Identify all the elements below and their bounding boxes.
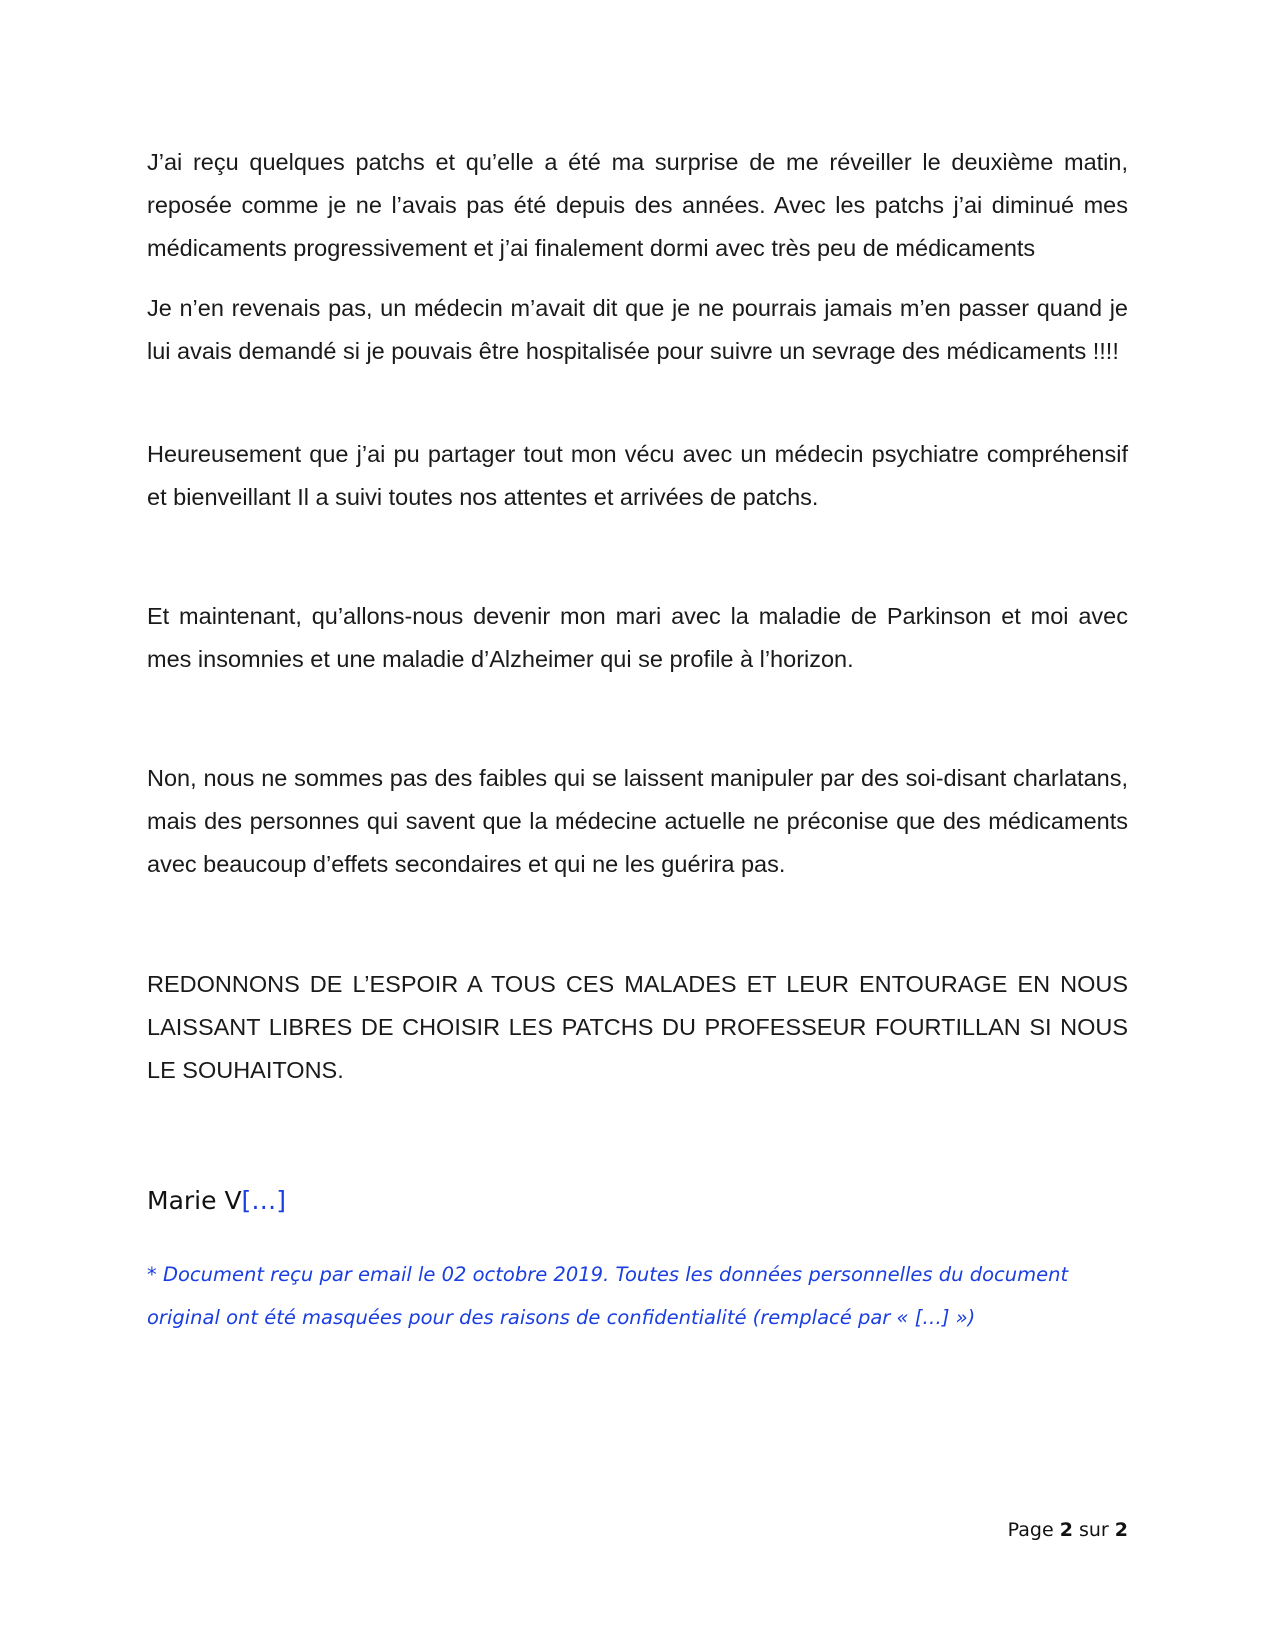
footer-total-pages: 2 [1114,1519,1128,1541]
footnote-confidentiality: * Document reçu par email le 02 octobre 2019. Toutes les données personnelles du document original ont été masquées pour des raisons de confidentialité (remplacé par « […] ») [147,1263,1069,1329]
paragraph-psychiatrist: Heureusement que j’ai pu partager tout mon vécu avec un médecin psychiatre compréhensif et bienveillant Il a suivi toutes nos attentes et arrivées de patchs. [147,441,1128,510]
paragraph-doctor-warning: Je n’en revenais pas, un médecin m’avait dit que je ne pourrais jamais m’en passer quand je lui avais demandé si je pouvais être hospitalisée pour suivre un sevrage des médicaments !!!! [147,295,1128,364]
signature-redaction: […] [241,1186,287,1215]
signature-name: Marie V [147,1186,242,1215]
paragraph-appeal-uppercase: REDONNONS DE L’ESPOIR A TOUS CES MALADES ET LEUR ENTOURAGE EN NOUS LAISSANT LIBRES DE CHOISIR LES PATCHS DU PROFESSEUR FOURTILLAN SI NOUS LE SOUHAITONS. [147,971,1128,1083]
signature [147,1184,286,1218]
paragraph-not-weak: Non, nous ne sommes pas des faibles qui se laissent manipuler par des soi-disant charlatans, mais des personnes qui savent que la médecine actuelle ne préconise que des médicaments avec beaucoup d’effets secondaires et qui ne les guérira pas. [147,765,1128,877]
paragraph-patches-received: J’ai reçu quelques patchs et qu’elle a été ma surprise de me réveiller le deuxième matin, reposée comme je ne l’avais pas été depuis des années. Avec les patchs j’ai diminué mes médicaments progressivement et j’ai finalement dormi avec très peu de médicaments [147,149,1128,261]
footer-prefix: Page [1007,1519,1060,1541]
footer-current-page: 2 [1059,1519,1073,1541]
paragraph-future-concerns: Et maintenant, qu’allons-nous devenir mon mari avec la maladie de Parkinson et moi avec mes insomnies et une maladie d’Alzheimer qui se profile à l’horizon. [147,603,1128,672]
page-number-footer [1008,1517,1128,1543]
footer-middle: sur [1072,1519,1115,1541]
